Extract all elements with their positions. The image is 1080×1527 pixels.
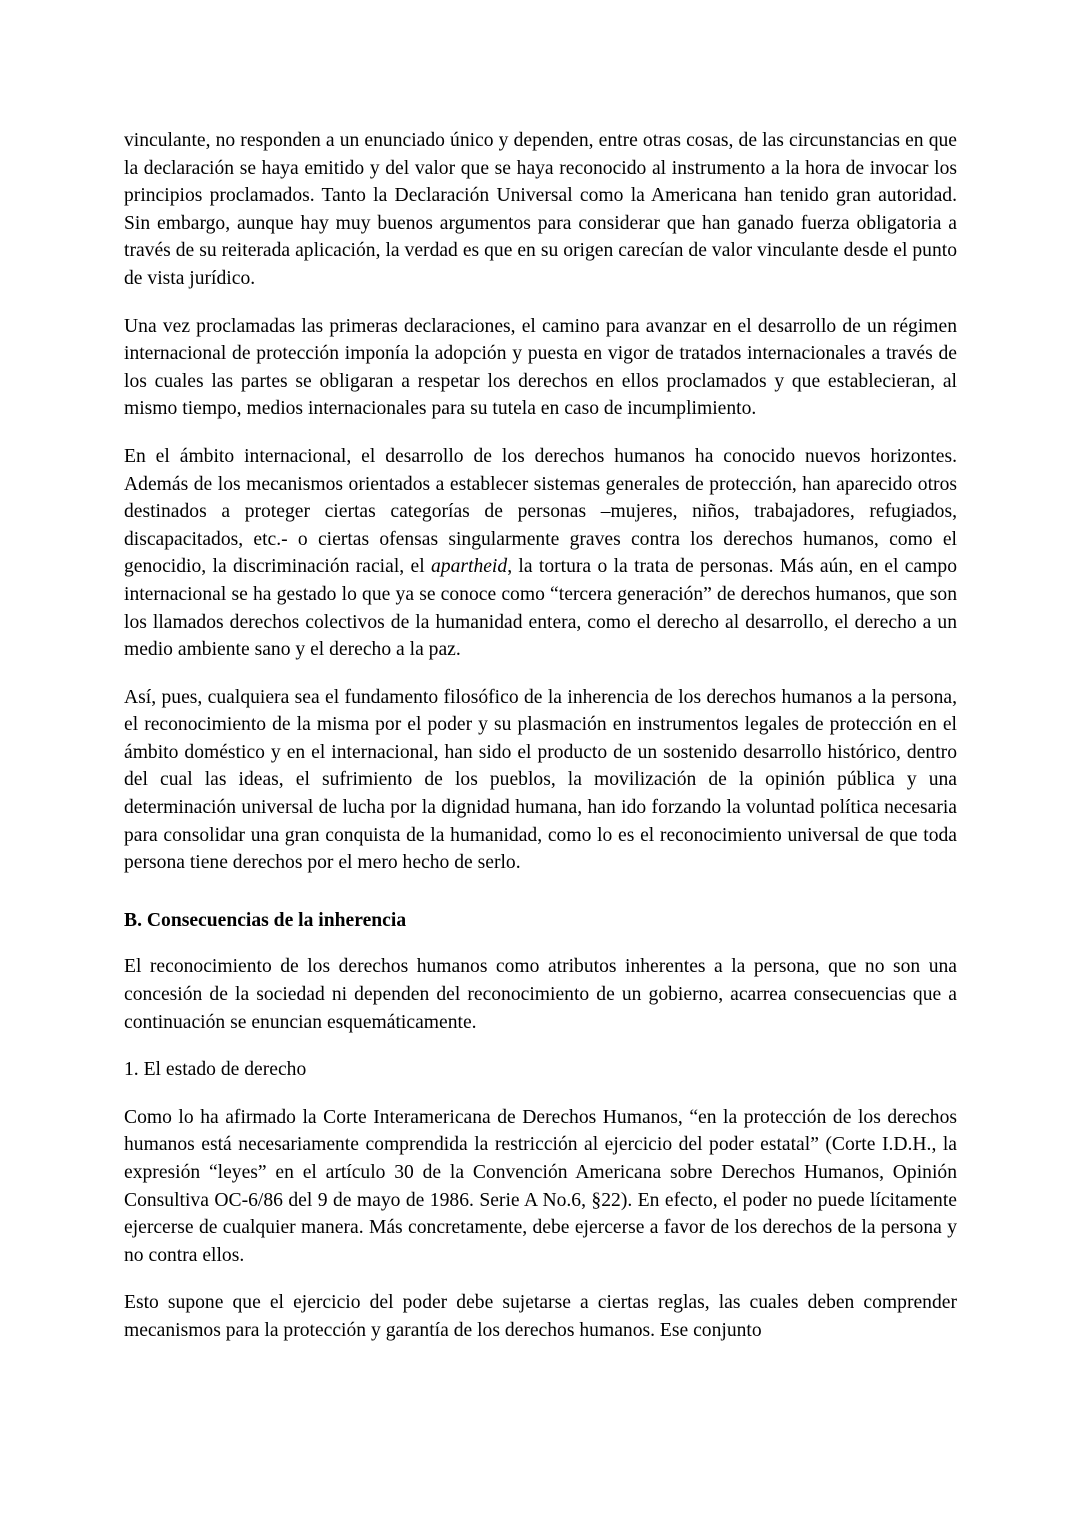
text-column xyxy=(124,127,957,1345)
subsection-heading-el-estado-de-derecho: 1. El estado de derecho xyxy=(124,1059,307,1081)
paragraph-asi-pues: Así, pues, cualquiera sea el fundamento filosófico de la inherencia de los derechos humanos a la persona, el reconocimiento de la misma por el poder y su plasmación en instrumentos legales de protección en el ámbito doméstico y en el internacional, han sido el producto de un sostenido desarrollo histórico, dentro del cual las ideas, el sufrimiento de los pueblos, la movilización de la opinión pública y una determinación universal de lucha por la dignidad humana, han ido forzando la voluntad política necesaria para consolidar una gran conquista de la humanidad, como lo es el reconocimiento universal de que toda persona tiene derechos por el mero hecho de serlo. xyxy=(124,686,957,874)
heading-spacer xyxy=(124,897,957,907)
paragraph-esto-supone: Esto supone que el ejercicio del poder debe sujetarse a ciertas reglas, las cuales deben comprender mecanismos para la protección y garantía de los derechos humanos. Ese conjunto xyxy=(124,1292,957,1341)
section-heading-consecuencias-de-la-inherencia: B. Consecuencias de la inherencia xyxy=(124,909,407,931)
paragraph-vinculante: vinculante, no responden a un enunciado único y dependen, entre otras cosas, de las circunstancias en que la declaración se haya emitido y del valor que se haya reconocido al instrumento a la hora de invocar los principios proclamados. Tanto la Declaración Universal como la Americana han tenido gran autoridad. Sin embargo, aunque hay muy buenos argumentos para considerar que han ganado fuerza obligatoria a través de su reiterada aplicación, la verdad es que en su origen carecían de valor vinculante desde el punto de vista jurídico. xyxy=(124,130,957,289)
paragraph-text-segment-b: , la tortura o la trata de personas. Más aún, en el campo internacional se ha gestado lo que ya se conoce como “tercera generación” de derechos humanos, que son los llamados derechos colectivos de la humanidad entera, como el derecho al desarrollo, el derecho a un medio ambiente sano y el derecho a la paz. xyxy=(124,556,957,661)
paragraph-una-vez-proclamadas: Una vez proclamadas las primeras declaraciones, el camino para avanzar en el desarrollo de un régimen internacional de protección imponía la adopción y puesta en vigor de tratados internacionales a través de los cuales las partes se obligaran a respetar los derechos en ellos proclamados y que establecieran, al mismo tiempo, medios internacionales para su tutela en caso de incumplimiento. xyxy=(124,315,957,420)
italic-term-apartheid: apartheid xyxy=(430,556,508,578)
paragraph-ambito-internacional xyxy=(124,443,957,664)
paragraph-text-segment-a: En el ámbito internacional, el desarrollo de los derechos humanos ha conocido nuevos horizontes. Además de los mecanismos orientados a establecer sistemas generales de protección, han aparecido otros destinados a proteger ciertas categorías de personas –mujeres, niños, trabajadores, refugiados, discapacitados, etc.- o ciertas ofensas singularmente graves contra los derechos humanos, como el genocidio, la discriminación racial, el xyxy=(124,445,957,578)
paragraph-el-reconocimiento: El reconocimiento de los derechos humanos como atributos inherentes a la persona, que no son una concesión de la sociedad ni dependen del reconocimiento de un gobierno, acarrea consecuencias que a continuación se enuncian esquemáticamente. xyxy=(124,956,957,1033)
paragraph-corte-interamericana: Como lo ha afirmado la Corte Interamericana de Derechos Humanos, “en la protección de los derechos humanos está necesariamente comprendida la restricción al ejercicio del poder estatal” (Corte I.D.H., la expresión “leyes” en el artículo 30 de la Convención Americana sobre Derechos Humanos, Opinión Consultiva OC-6/86 del 9 de mayo de 1986. Serie A No.6, §22). En efecto, el poder no puede lícitamente ejercerse de cualquier manera. Más concretamente, debe ejercerse a favor de los derechos de la persona y no contra ellos. xyxy=(124,1106,957,1266)
